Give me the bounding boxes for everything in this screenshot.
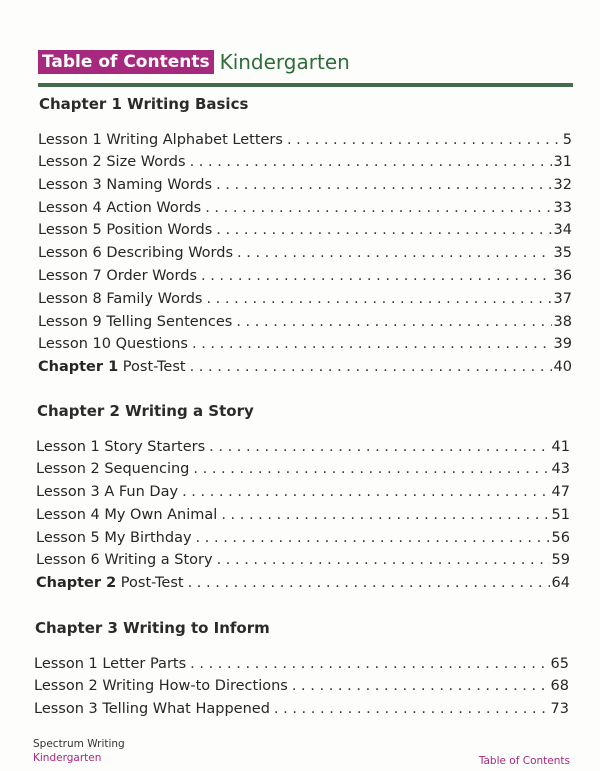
chapter-2-title: Chapter 2 Writing a Story (37, 402, 254, 420)
entry-label: Lesson 1 Story Starters (36, 439, 206, 455)
entry-label: Lesson 5 Position Words (38, 222, 213, 238)
toc-entry[interactable] (34, 654, 569, 674)
toc-entry[interactable] (36, 459, 570, 479)
dot-leader (201, 266, 552, 286)
dot-leader (182, 482, 549, 502)
entry-page: 34 (553, 222, 572, 238)
entry-page: 65 (550, 656, 569, 672)
dot-leader (196, 528, 550, 548)
entry-label: Lesson 4 Action Words (38, 200, 202, 216)
dot-leader (190, 357, 552, 377)
entry-page: 32 (553, 177, 572, 193)
toc-entry[interactable] (38, 266, 572, 286)
toc-entry[interactable] (34, 676, 569, 696)
toc-entry[interactable] (38, 130, 572, 150)
dot-leader (188, 573, 550, 593)
entry-page: 36 (553, 268, 572, 284)
entry-label: Lesson 10 Questions (38, 336, 188, 352)
posttest-entry[interactable] (36, 573, 570, 593)
entry-page: 64 (551, 575, 570, 591)
entry-label: Lesson 3 Naming Words (38, 177, 213, 193)
entry-label: Lesson 7 Order Words (38, 268, 197, 284)
dot-leader (287, 130, 561, 150)
entry-label: Lesson 2 Writing How-to Directions (34, 678, 288, 694)
toc-entry[interactable] (38, 175, 572, 195)
posttest-chapter: Chapter 2 (36, 575, 117, 591)
entry-page: 73 (550, 701, 569, 717)
dot-leader (292, 676, 549, 696)
dot-leader (205, 198, 551, 218)
header-rule (38, 83, 573, 87)
toc-entry[interactable] (38, 198, 572, 218)
dot-leader (209, 437, 549, 457)
entry-page: 38 (553, 314, 572, 330)
entry-page: 39 (553, 336, 572, 352)
entry-label: Lesson 3 Telling What Happened (34, 701, 270, 717)
entry-page: 68 (550, 678, 569, 694)
posttest-label: Post-Test (122, 359, 186, 375)
entry-label: Lesson 6 Writing a Story (36, 552, 213, 568)
dot-leader (216, 175, 551, 195)
entry-label: Lesson 2 Sequencing (36, 461, 190, 477)
entry-label: Lesson 5 My Birthday (36, 530, 192, 546)
toc-entry[interactable] (38, 243, 572, 263)
entry-label: Lesson 6 Describing Words (38, 245, 234, 261)
posttest-entry[interactable] (38, 357, 572, 377)
toc-entry[interactable] (34, 699, 569, 719)
footer-grade: Kindergarten (33, 752, 102, 764)
toc-entry[interactable] (36, 437, 570, 457)
entry-label: Lesson 3 A Fun Day (36, 484, 179, 500)
entry-page: 59 (551, 552, 570, 568)
toc-entry[interactable] (36, 482, 570, 502)
footer-series: Spectrum Writing (33, 738, 125, 750)
entry-label: Lesson 1 Writing Alphabet Letters (38, 132, 283, 148)
page-header (38, 50, 350, 74)
entry-page: 31 (553, 154, 572, 170)
chapter-3-title: Chapter 3 Writing to Inform (35, 619, 270, 637)
posttest-label: Post-Test (120, 575, 184, 591)
dot-leader (192, 334, 552, 354)
entry-page: 5 (562, 132, 572, 148)
dot-leader (217, 550, 550, 570)
entry-label: Lesson 2 Size Words (38, 154, 186, 170)
entry-page: 40 (553, 359, 572, 375)
dot-leader (190, 654, 548, 674)
grade-subtitle: Kindergarten (219, 50, 350, 74)
dot-leader (274, 699, 549, 719)
dot-leader (206, 289, 551, 309)
dot-leader (193, 459, 549, 479)
entry-page: 56 (551, 530, 570, 546)
footer-section: Table of Contents (478, 755, 570, 767)
page-title: Table of Contents (38, 50, 214, 74)
posttest-chapter: Chapter 1 (38, 359, 119, 375)
entry-page: 43 (551, 461, 570, 477)
toc-entry[interactable] (38, 152, 572, 172)
dot-leader (216, 220, 551, 240)
toc-entry[interactable] (36, 505, 570, 525)
dot-leader (237, 243, 552, 263)
toc-entry[interactable] (38, 289, 572, 309)
entry-page: 51 (551, 507, 570, 523)
entry-label: Lesson 4 My Own Animal (36, 507, 218, 523)
entry-page: 35 (553, 245, 572, 261)
entry-page: 37 (553, 291, 572, 307)
toc-entry[interactable] (38, 312, 572, 332)
toc-entry[interactable] (38, 220, 572, 240)
footer-left (33, 737, 125, 765)
entry-page: 33 (553, 200, 572, 216)
dot-leader (221, 505, 549, 525)
toc-entry[interactable] (38, 334, 572, 354)
chapter-1-title: Chapter 1 Writing Basics (39, 95, 249, 113)
dot-leader (236, 312, 551, 332)
entry-label: Lesson 9 Telling Sentences (38, 314, 233, 330)
entry-page: 41 (551, 439, 570, 455)
entry-page: 47 (551, 484, 570, 500)
dot-leader (190, 152, 552, 172)
toc-entry[interactable] (36, 550, 570, 570)
entry-label: Lesson 1 Letter Parts (34, 656, 187, 672)
entry-label: Lesson 8 Family Words (38, 291, 203, 307)
toc-entry[interactable] (36, 528, 570, 548)
